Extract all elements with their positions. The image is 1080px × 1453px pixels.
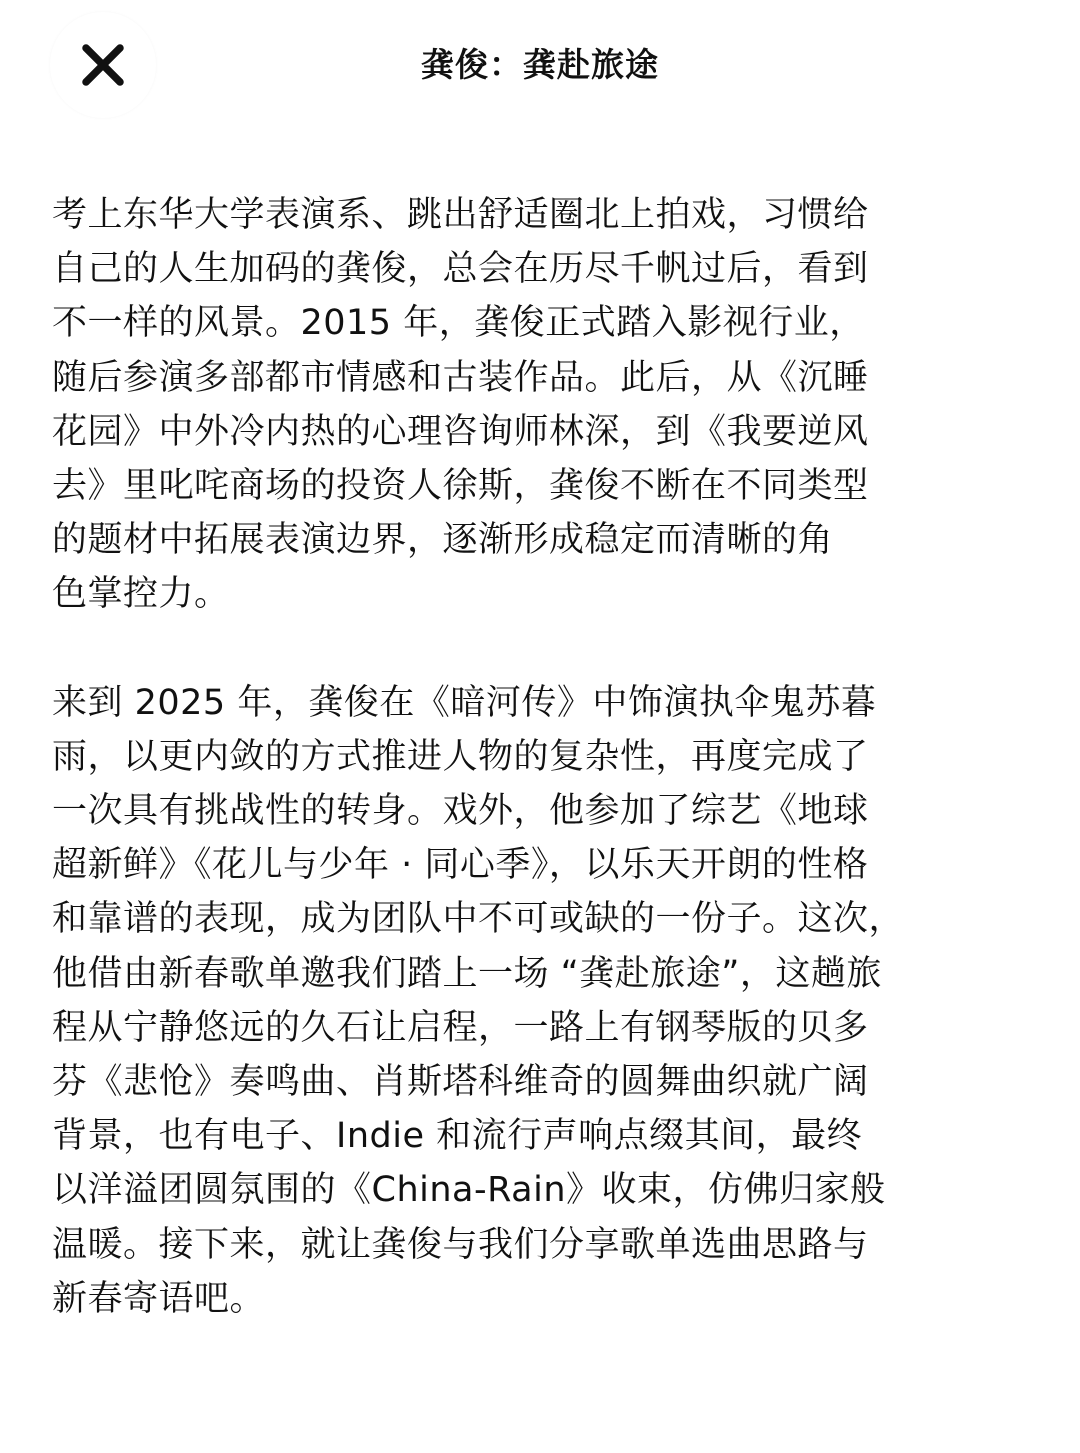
page-title: 龚俊：龚赴旅途: [421, 45, 659, 84]
article-paragraph-1: 考上东华大学表演系、跳出舒适圈北上拍戏，习惯给 自己的人生加码的龚俊，总会在历尽千帆过后，看到 不一样的风景。2015 年，龚俊正式踏入影视行业， 随后参演多部都市情感和古装作品。此后，从《沉睡 花园》中外冷内热的心理咨询师林深，到《我要逆风 去》里叱咤商场的投资人徐斯，龚俊不断在不同类型 的题材中拓展表演边界，逐渐形成稳定而清晰的角 色掌控力。: [52, 195, 869, 615]
article-body: [52, 188, 1012, 1326]
article-paragraph-2: 来到 2025 年，龚俊在《暗河传》中饰演执伞鬼苏暮 雨，以更内敛的方式推进人物的复杂性，再度完成了 一次具有挑战性的转身。戏外，他参加了综艺《地球 超新鲜》《花儿与少年 · 同心季》，以乐天开朗的性格 和靠谱的表现，成为团队中不可或缺的一份子。这次， 他借由新春歌单邀我们踏上一场 “龚赴旅途”，这趟旅 程从宁静悠远的久石让启程，一路上有钢琴版的贝多 芬《悲怆》奏鸣曲、肖斯塔科维奇的圆舞曲织就广阔 背景，也有电子、Indie 和流行声响点缀其间，最终 以洋溢团圆氛围的《China-Rain》收束，仿佛归家般 温暖。接下来，就让龚俊与我们分享歌单选曲思路与 新春寄语吧。: [52, 682, 905, 1319]
top-bar: [0, 0, 1080, 130]
